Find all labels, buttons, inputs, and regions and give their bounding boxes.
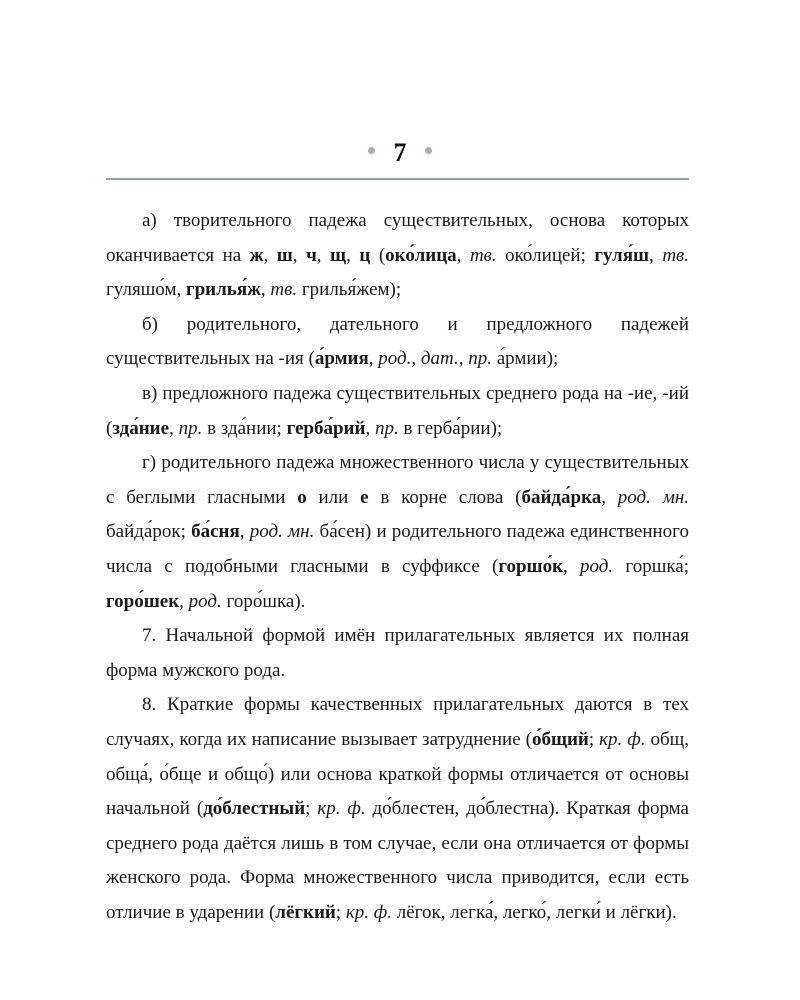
italic-abbrev: тв. <box>662 244 690 266</box>
bold-term: ш <box>276 244 293 266</box>
bold-term: герба́рий <box>286 417 366 439</box>
text-run: ; <box>335 901 346 923</box>
italic-abbrev: пр. <box>374 417 399 439</box>
document-body <box>106 204 689 930</box>
italic-abbrev: пр. <box>178 417 203 439</box>
italic-abbrev: тв. <box>270 279 298 301</box>
paragraph-a <box>106 204 689 308</box>
text-run: б) родительного, дательного и предложного падежей существительных на -ия ( <box>106 313 689 370</box>
text-run: ба́сен) и родительного падежа единственного числа с подобными гласными в суффиксе ( <box>106 521 690 577</box>
bold-term: е <box>360 486 369 508</box>
italic-abbrev: род., дат., пр. <box>378 348 492 370</box>
bold-term: а́рмия <box>314 348 369 370</box>
text-run: а) творительного падежа существительных, основа которых оканчивается на <box>106 210 689 266</box>
text-run: , <box>169 417 179 439</box>
bold-term: око́лица <box>385 244 457 266</box>
text-run: , <box>601 486 618 508</box>
text-run: , <box>346 244 360 266</box>
text-run: горо́шка). <box>221 590 306 612</box>
bold-term: лёгкий <box>275 901 336 923</box>
text-run: ; <box>305 798 318 820</box>
text-run: общ, обща́, о́бще и общо́) или основа краткой формы отличается от основы начальной ( <box>106 728 689 820</box>
italic-abbrev: род. мн. <box>617 486 689 508</box>
bold-term: горшо́к <box>498 555 564 577</box>
text-run: а́рмии); <box>491 348 559 370</box>
italic-abbrev: кр. ф. <box>599 728 646 750</box>
italic-abbrev: тв. <box>469 244 497 266</box>
bold-term: ц <box>359 244 371 266</box>
text-run: или <box>306 486 361 508</box>
text-run: , <box>456 244 470 266</box>
italic-abbrev: кр. ф. <box>345 901 393 923</box>
paragraph-b <box>106 308 689 377</box>
bold-term: щ <box>330 244 347 266</box>
paragraph-7 <box>106 619 689 688</box>
text-run: г) родительного падежа множественного числа у существительных с беглыми гласными <box>106 452 689 508</box>
text-run: , <box>292 244 307 266</box>
right-ornament-dot <box>425 147 432 154</box>
text-run: , <box>316 244 331 266</box>
page-number: 7 <box>393 138 407 167</box>
bold-term: ж <box>249 244 264 266</box>
text-run: в герба́рии); <box>398 417 503 439</box>
bold-term: горо́шек <box>106 590 180 612</box>
text-run: грилья́жем); <box>297 279 402 301</box>
text-run: , <box>263 244 277 266</box>
text-run: , <box>260 279 271 301</box>
text-run: , <box>649 244 663 266</box>
bold-term: зда́ние <box>112 417 170 439</box>
text-run: лёгок, легка́, легко́, легки́ и лёгки). <box>392 901 677 923</box>
italic-abbrev: род. мн. <box>249 521 315 543</box>
bold-term: ч <box>306 244 317 266</box>
text-run: в зда́нии; <box>202 417 287 439</box>
text-run: до́блестен, до́блестна). Краткая форма среднего рода даётся лишь в том случае, если она отличается от формы женского рода. Форма множественного числа приводится, если есть отличие в ударении ( <box>106 798 689 923</box>
text-run: гуляшо́м, <box>106 279 186 301</box>
italic-abbrev: род. <box>188 590 222 612</box>
bold-term: байда́рка <box>521 486 602 508</box>
text-run: 8. Краткие формы качественных прилагательных даются в тех случаях, когда их написание вызывает затруднение ( <box>106 694 689 750</box>
text-run: , <box>239 521 250 543</box>
paragraph-g <box>106 446 689 619</box>
bold-term: гуля́ш <box>594 244 650 266</box>
text-run: байда́рок; <box>106 521 192 543</box>
paragraph-8 <box>106 688 689 930</box>
text-run: око́лицей; <box>496 244 595 266</box>
bold-term: о́бщий <box>531 728 589 750</box>
paragraph-v <box>106 377 689 446</box>
header-divider <box>106 178 689 180</box>
italic-abbrev: род. <box>580 555 614 577</box>
page-header <box>0 138 800 170</box>
text-run: в) предложного падежа существительных среднего рода на -ие, -ий ( <box>106 382 689 439</box>
text-run: горшка́; <box>613 555 689 577</box>
text-run: в корне слова ( <box>368 486 522 508</box>
bold-term: грилья́ж <box>185 279 261 301</box>
italic-abbrev: кр. ф. <box>317 798 366 820</box>
text-run: , <box>368 348 379 370</box>
bold-term: о <box>297 486 307 508</box>
bold-term: до́блестный <box>203 798 306 820</box>
bold-term: ба́сня <box>191 521 240 543</box>
text-run: , <box>179 590 189 612</box>
text-run: ; <box>588 728 600 750</box>
text-run: ( <box>370 244 386 266</box>
left-ornament-dot <box>368 147 375 154</box>
text-run: , <box>365 417 375 439</box>
text-run: , <box>563 555 581 577</box>
text-run: 7. Начальной формой имён прилагательных является их полная форма мужского рода. <box>106 625 689 681</box>
